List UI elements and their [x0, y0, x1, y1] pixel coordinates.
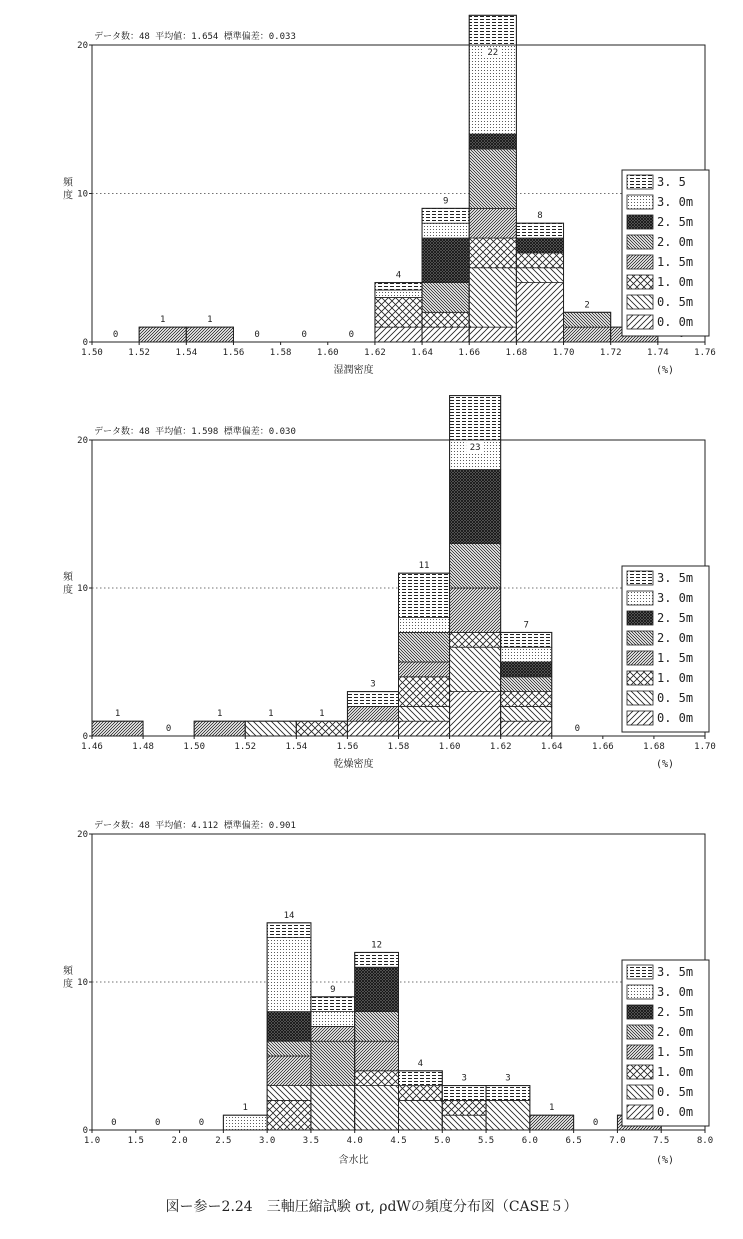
bar-count-label: 1	[216, 709, 223, 720]
bar-segment	[375, 283, 422, 290]
y-tick-label: 10	[77, 189, 88, 200]
x-axis-label: 乾燥密度	[333, 759, 374, 770]
legend-swatch	[627, 215, 653, 229]
x-tick-label: 1.60	[316, 348, 339, 358]
x-axis-label: 湿潤密度	[333, 365, 374, 376]
legend-label: 0. 0m	[657, 1105, 694, 1119]
x-tick-label: 7.5	[653, 1136, 670, 1146]
bar-segment	[399, 632, 450, 662]
y-tick-label: 10	[77, 584, 88, 594]
bar-count-label: 0	[154, 1118, 161, 1128]
x-tick-label: 1.64	[540, 742, 563, 752]
bar-count-label: 1	[114, 709, 121, 720]
bar-segment	[469, 15, 516, 45]
x-tick-label: 1.60	[438, 742, 461, 752]
legend-label: 1. 5m	[657, 1045, 694, 1059]
bar-count-label: 0	[111, 1118, 117, 1128]
bar-segment	[450, 470, 501, 544]
x-tick-label: 4.5	[390, 1136, 407, 1146]
chart-2	[63, 396, 716, 770]
x-axis-unit: (%)	[655, 759, 675, 770]
legend-swatch	[627, 711, 653, 725]
bar-count-label: 11	[418, 561, 430, 572]
x-tick-label: 1.70	[694, 742, 716, 752]
x-tick-label: 7.0	[609, 1136, 626, 1146]
bar-segment	[501, 692, 552, 707]
bar-segment	[469, 134, 516, 149]
bar-count-label: 1	[242, 1103, 248, 1114]
legend-label: 0. 5m	[657, 295, 694, 309]
bar-segment	[486, 1100, 530, 1130]
bar-segment	[311, 1026, 355, 1041]
chart-summary: データ数：48 平均値：4.112 標準偏差：0.901	[94, 821, 296, 831]
legend	[622, 566, 709, 732]
x-tick-label: 1.56	[336, 742, 359, 752]
legend-swatch	[627, 195, 653, 209]
x-axis-unit: (%)	[655, 1155, 675, 1166]
bar-segment	[469, 327, 516, 342]
bar-count-label: 3	[461, 1073, 467, 1084]
bar-segment	[92, 721, 143, 736]
x-tick-label: 5.0	[434, 1136, 451, 1146]
bar-segment	[267, 938, 311, 1012]
legend-swatch	[627, 1045, 653, 1059]
bar-segment	[311, 997, 355, 1012]
x-tick-label: 1.54	[285, 742, 308, 752]
bar-segment	[564, 312, 611, 327]
legend-label: 3. 0m	[657, 985, 694, 999]
bar-segment	[267, 1041, 311, 1056]
y-axis-label: 度	[63, 190, 73, 202]
bar-segment	[516, 223, 563, 238]
bar-segment	[469, 208, 516, 238]
legend-swatch	[627, 255, 653, 269]
chart-summary: データ数：48 平均値：1.598 標準偏差：0.030	[94, 427, 296, 437]
bar-segment	[267, 1012, 311, 1042]
chart-1	[63, 15, 716, 376]
bar-segment	[450, 396, 501, 440]
legend-label: 2. 5m	[657, 611, 694, 625]
bar-segment	[399, 662, 450, 677]
legend-swatch	[627, 1005, 653, 1019]
chart-summary: データ数：48 平均値：1.654 標準偏差：0.033	[94, 32, 296, 42]
bar-count-label: 0	[301, 330, 307, 340]
legend-label: 3. 0m	[657, 591, 694, 605]
legend-label: 0. 0m	[657, 315, 694, 329]
legend-swatch	[627, 175, 653, 189]
bar-count-label: 12	[371, 940, 383, 951]
bar-segment	[516, 238, 563, 253]
y-tick-label: 0	[82, 338, 88, 348]
x-tick-label: 1.66	[458, 348, 481, 358]
bar-count-label: 0	[198, 1118, 205, 1128]
x-tick-label: 1.70	[552, 348, 575, 358]
y-tick-label: 20	[77, 830, 88, 840]
bar-segment	[311, 1012, 355, 1027]
legend-label: 1. 0m	[657, 671, 694, 685]
bar-count-label: 0	[348, 330, 355, 340]
x-tick-label: 2.5	[215, 1136, 232, 1146]
bar-segment	[501, 632, 552, 647]
legend-label: 0. 0m	[657, 711, 694, 725]
x-tick-label: 1.5	[127, 1136, 144, 1146]
legend-label: 2. 5m	[657, 215, 694, 229]
bar-segment	[469, 238, 516, 268]
bar-count-label: 3	[505, 1073, 511, 1084]
legend	[622, 960, 709, 1126]
y-axis-label: 度	[63, 979, 73, 990]
bar-segment	[245, 721, 296, 736]
bar-segment	[311, 1086, 355, 1130]
bar-segment	[516, 268, 563, 283]
legend-label: 1. 5m	[657, 255, 694, 269]
x-tick-label: 1.46	[81, 742, 103, 752]
x-axis-label: 含水比	[338, 1155, 369, 1166]
bar-segment	[296, 721, 347, 736]
legend-swatch	[627, 591, 653, 605]
bar-segment	[442, 1100, 486, 1115]
legend-swatch	[627, 1025, 653, 1039]
bar-segment	[501, 647, 552, 662]
x-tick-label: 1.68	[505, 348, 528, 358]
legend-swatch	[627, 571, 653, 585]
bar-segment	[422, 223, 469, 238]
bar-segment	[399, 706, 450, 721]
bar-segment	[450, 588, 501, 632]
legend-label: 2. 0m	[657, 631, 694, 645]
bar-segment	[355, 1041, 399, 1071]
bar-segment	[564, 327, 611, 342]
bar-segment	[186, 327, 233, 342]
bar-segment	[422, 327, 469, 342]
bar-count-label: 4	[395, 270, 402, 281]
y-axis-label: 頻	[63, 572, 73, 583]
bar-segment	[501, 706, 552, 721]
bar-count-label: 3	[370, 679, 376, 690]
bar-count-label: 0	[574, 724, 581, 734]
legend-swatch	[627, 235, 653, 249]
bar-count-label: 2	[584, 300, 590, 311]
bar-segment	[422, 312, 469, 327]
x-tick-label: 1.72	[599, 348, 622, 358]
bar-segment	[267, 1056, 311, 1086]
bar-segment	[347, 706, 398, 721]
legend-swatch	[627, 631, 653, 645]
bar-segment	[399, 1086, 443, 1101]
legend-label: 2. 0m	[657, 235, 694, 249]
bar-segment	[399, 618, 450, 633]
x-tick-label: 1.52	[234, 742, 257, 752]
legend-swatch	[627, 1065, 653, 1079]
x-tick-label: 3.5	[302, 1136, 320, 1146]
legend-swatch	[627, 651, 653, 665]
bar-count-label: 0	[592, 1118, 599, 1128]
x-tick-label: 1.0	[83, 1136, 101, 1146]
legend-label: 1. 0m	[657, 1065, 694, 1079]
bar-segment	[516, 283, 563, 342]
bar-segment	[422, 238, 469, 283]
x-tick-label: 2.0	[171, 1136, 188, 1146]
x-tick-label: 6.5	[565, 1136, 582, 1146]
x-tick-label: 1.50	[81, 348, 103, 358]
bar-segment	[486, 1086, 530, 1101]
bar-segment	[347, 721, 398, 736]
bar-segment	[355, 1012, 399, 1042]
legend-swatch	[627, 295, 653, 309]
x-tick-label: 1.74	[647, 348, 669, 358]
x-axis-unit: (%)	[655, 365, 675, 376]
bar-count-label: 4	[417, 1058, 424, 1069]
bar-segment	[267, 1100, 311, 1130]
x-tick-label: 1.68	[643, 742, 665, 752]
legend-swatch	[627, 671, 653, 685]
y-tick-label: 0	[82, 732, 88, 742]
legend-label: 0. 5m	[657, 691, 694, 705]
x-tick-label: 1.58	[269, 348, 292, 358]
bar-segment	[442, 1086, 486, 1101]
x-tick-label: 1.56	[222, 348, 245, 358]
bar-segment	[194, 721, 245, 736]
x-tick-label: 5.5	[477, 1136, 495, 1146]
legend-label: 3. 5m	[657, 965, 694, 979]
legend-swatch	[627, 1105, 653, 1119]
legend-label: 3. 0m	[657, 195, 694, 209]
bar-segment	[399, 573, 450, 617]
bar-segment	[375, 290, 422, 297]
figure-caption: 図ー参ー2.24 三軸圧縮試験 σt, ρdWの頻度分布図（CASE５）	[165, 1199, 578, 1215]
bar-segment	[450, 544, 501, 588]
y-tick-label: 10	[77, 978, 88, 988]
x-tick-label: 1.66	[591, 742, 614, 752]
legend-swatch	[627, 315, 653, 329]
bar-segment	[501, 721, 552, 736]
y-tick-label: 20	[77, 436, 88, 446]
bar-segment	[469, 268, 516, 327]
bar-count-label: 1	[268, 709, 274, 720]
legend-swatch	[627, 985, 653, 999]
legend-swatch	[627, 691, 653, 705]
legend-label: 3. 5	[657, 175, 686, 189]
bar-segment	[530, 1115, 574, 1130]
bar-segment	[267, 1086, 311, 1101]
legend	[622, 170, 709, 336]
bar-segment	[311, 1041, 355, 1085]
bar-count-label: 0	[254, 330, 260, 340]
bar-segment	[375, 327, 422, 342]
x-tick-label: 6.0	[521, 1136, 538, 1146]
x-tick-label: 1.62	[364, 348, 386, 358]
bar-segment	[355, 1086, 399, 1130]
legend-swatch	[627, 611, 653, 625]
bar-segment	[355, 952, 399, 967]
bar-count-label: 14	[283, 910, 295, 921]
x-tick-label: 1.62	[489, 742, 512, 752]
legend-swatch	[627, 275, 653, 289]
x-tick-label: 1.76	[694, 348, 716, 358]
bar-segment	[450, 632, 501, 647]
x-tick-label: 1.54	[175, 348, 198, 358]
bar-count-label: 1	[207, 315, 213, 326]
legend-label: 2. 5m	[657, 1005, 694, 1019]
legend-label: 3. 5m	[657, 571, 694, 585]
chart-3	[63, 819, 713, 1166]
bar-segment	[469, 45, 516, 134]
bar-count-label: 1	[319, 709, 325, 720]
legend-label: 2. 0m	[657, 1025, 694, 1039]
x-tick-label: 1.64	[411, 348, 433, 358]
bar-segment	[399, 1100, 443, 1130]
bar-count-label: 23	[469, 443, 481, 453]
bar-count-label: 0	[112, 330, 119, 340]
bar-segment	[139, 327, 186, 342]
bar-segment	[501, 677, 552, 692]
x-tick-label: 1.50	[183, 742, 206, 752]
x-tick-label: 1.48	[132, 742, 154, 752]
bar-segment	[450, 647, 501, 691]
bar-segment	[399, 1071, 443, 1086]
x-tick-label: 8.0	[696, 1136, 714, 1146]
bar-count-label: 9	[330, 984, 336, 995]
bar-segment	[469, 149, 516, 208]
y-tick-label: 20	[77, 41, 88, 51]
bar-segment	[422, 283, 469, 313]
legend-swatch	[627, 1085, 653, 1099]
bar-segment	[375, 297, 422, 327]
bar-count-label: 8	[537, 211, 543, 222]
bar-count-label: 1	[549, 1103, 555, 1114]
x-tick-label: 3.0	[259, 1136, 276, 1146]
bar-count-label: 0	[165, 724, 172, 734]
legend-label: 0. 5m	[657, 1085, 694, 1099]
bar-segment	[442, 1115, 486, 1130]
legend-label: 1. 0m	[657, 275, 694, 289]
legend-swatch	[627, 965, 653, 979]
bar-count-label: 9	[442, 196, 449, 207]
y-axis-label: 頻	[63, 177, 73, 189]
bar-segment	[355, 1071, 399, 1086]
bar-segment	[501, 662, 552, 677]
bar-segment	[223, 1115, 267, 1130]
x-tick-label: 4.0	[346, 1136, 363, 1146]
bar-count-label: 7	[523, 620, 529, 631]
bar-segment	[450, 692, 501, 736]
bar-segment	[399, 677, 450, 707]
bar-segment	[422, 208, 469, 223]
bar-segment	[355, 967, 399, 1011]
bar-segment	[267, 923, 311, 938]
y-tick-label: 0	[82, 1126, 88, 1136]
y-axis-label: 頻	[63, 966, 73, 977]
legend-label: 1. 5m	[657, 651, 694, 665]
bar-segment	[516, 253, 563, 268]
x-tick-label: 1.58	[387, 742, 410, 752]
bar-count-label: 1	[160, 315, 166, 326]
bar-segment	[347, 692, 398, 707]
bar-segment	[399, 721, 450, 736]
bar-count-label: 22	[487, 48, 499, 58]
x-tick-label: 1.52	[128, 348, 150, 358]
y-axis-label: 度	[63, 585, 73, 596]
